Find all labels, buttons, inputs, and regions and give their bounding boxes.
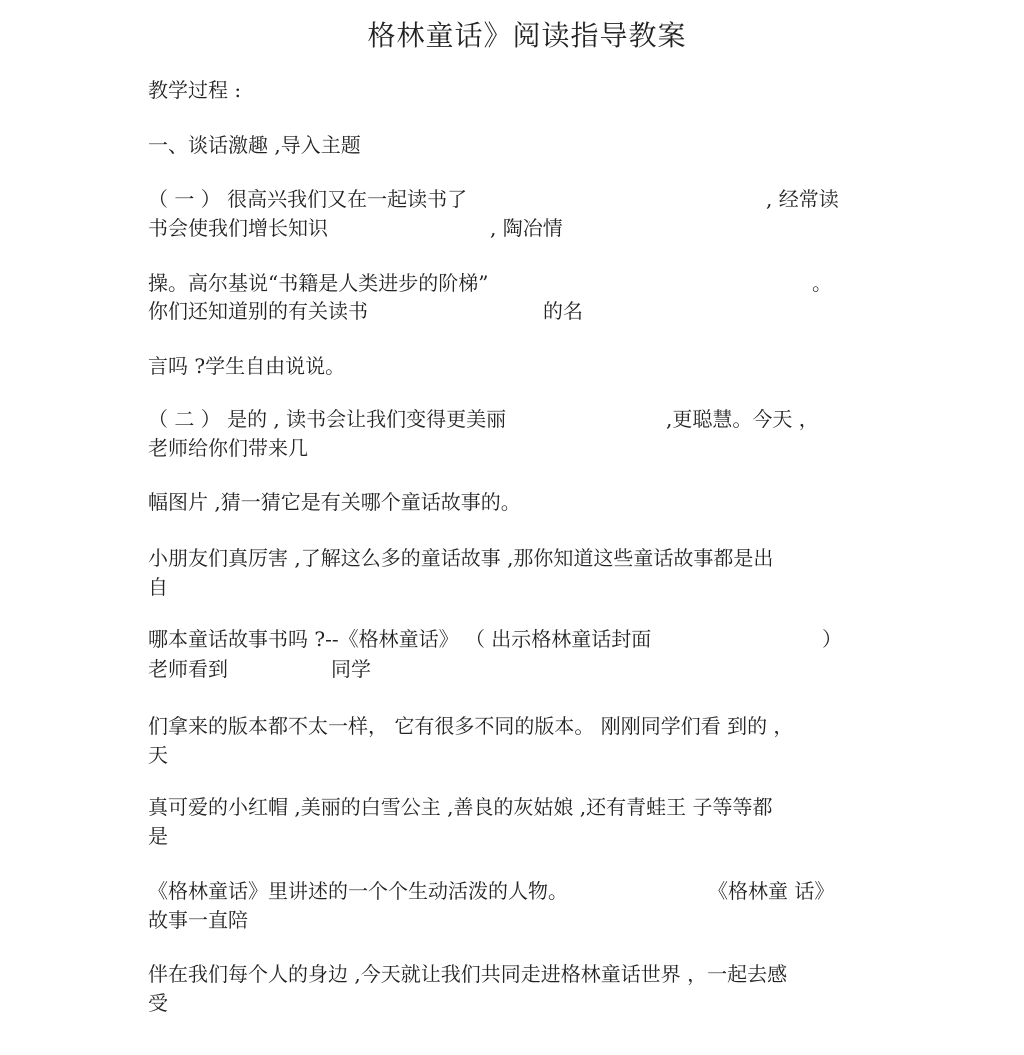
- document-title: 格林童话》阅读指导教案: [367, 19, 687, 52]
- paragraph-10-line-2: 故事一直陪: [148, 908, 248, 932]
- paragraph-7-line-1: 哪本童话故事书吗 ?--《格林童话》 （ 出示格林童话封面: [148, 627, 652, 651]
- paragraph-4-line-2: 老师给你们带来几: [148, 436, 308, 460]
- paragraph-6-line-1: 小朋友们真厉害 ,了解这么多的童话故事 ,那你知道这些童话故事都是出: [148, 546, 774, 570]
- paragraph-1-line-1: （ 一 ） 很高兴我们又在一起读书了: [148, 187, 468, 211]
- paragraph-10-line-1-end: 《格林童 话》: [708, 879, 835, 903]
- paragraph-10-line-1: 《格林童话》里讲述的一个个生动活泼的人物。: [148, 879, 568, 903]
- paragraph-7-line-1-end: ）: [822, 627, 842, 651]
- paragraph-11-line-1: 伴在我们每个人的身边 ,今天就让我们共同走进格林童话世界 ，一起去感: [148, 962, 788, 986]
- paragraph-4-line-1-end: ,更聪慧。今天 ，: [666, 407, 819, 431]
- paragraph-1-line-2-end: , 陶冶情: [490, 216, 563, 240]
- paragraph-8-line-1: 们拿来的版本都不太一样， 它有很多不同的版本。 刚刚同学们看 到的 ，: [148, 714, 794, 738]
- paragraph-2-line-1: 操。高尔基说“书籍是人类进步的阶梯”: [148, 271, 489, 295]
- paragraph-6-line-2: 自: [148, 575, 168, 599]
- paragraph-9-line-1: 真可爱的小红帽 ,美丽的白雪公主 ,善良的灰姑娘 ,还有青蛙王 子等等都: [148, 795, 773, 819]
- paragraph-5: 幅图片 ,猜一猜它是有关哪个童话故事的。: [148, 490, 521, 514]
- paragraph-4-line-1: （ 二 ） 是的 , 读书会让我们变得更美丽: [148, 407, 507, 431]
- paragraph-1-line-2: 书会使我们增长知识: [148, 216, 328, 240]
- heading-section-1: 一、谈话激趣 ,导入主题: [148, 133, 361, 157]
- paragraph-9-line-2: 是: [148, 824, 168, 848]
- paragraph-2-line-2-end: 的名: [543, 299, 583, 323]
- paragraph-3: 言吗 ?学生自由说说。: [148, 354, 346, 378]
- paragraph-2-line-2: 你们还知道别的有关读书: [148, 299, 368, 323]
- paragraph-11-line-2: 受: [148, 991, 168, 1015]
- paragraph-7-line-2: 老师看到: [148, 657, 228, 681]
- paragraph-1-line-1-end: , 经常读: [766, 187, 839, 211]
- paragraph-2-line-1-end: 。: [812, 271, 832, 295]
- paragraph-8-line-2: 天: [148, 743, 168, 767]
- heading-teaching-process: 教学过程 :: [148, 78, 242, 102]
- paragraph-7-line-2-end: 同学: [331, 657, 371, 681]
